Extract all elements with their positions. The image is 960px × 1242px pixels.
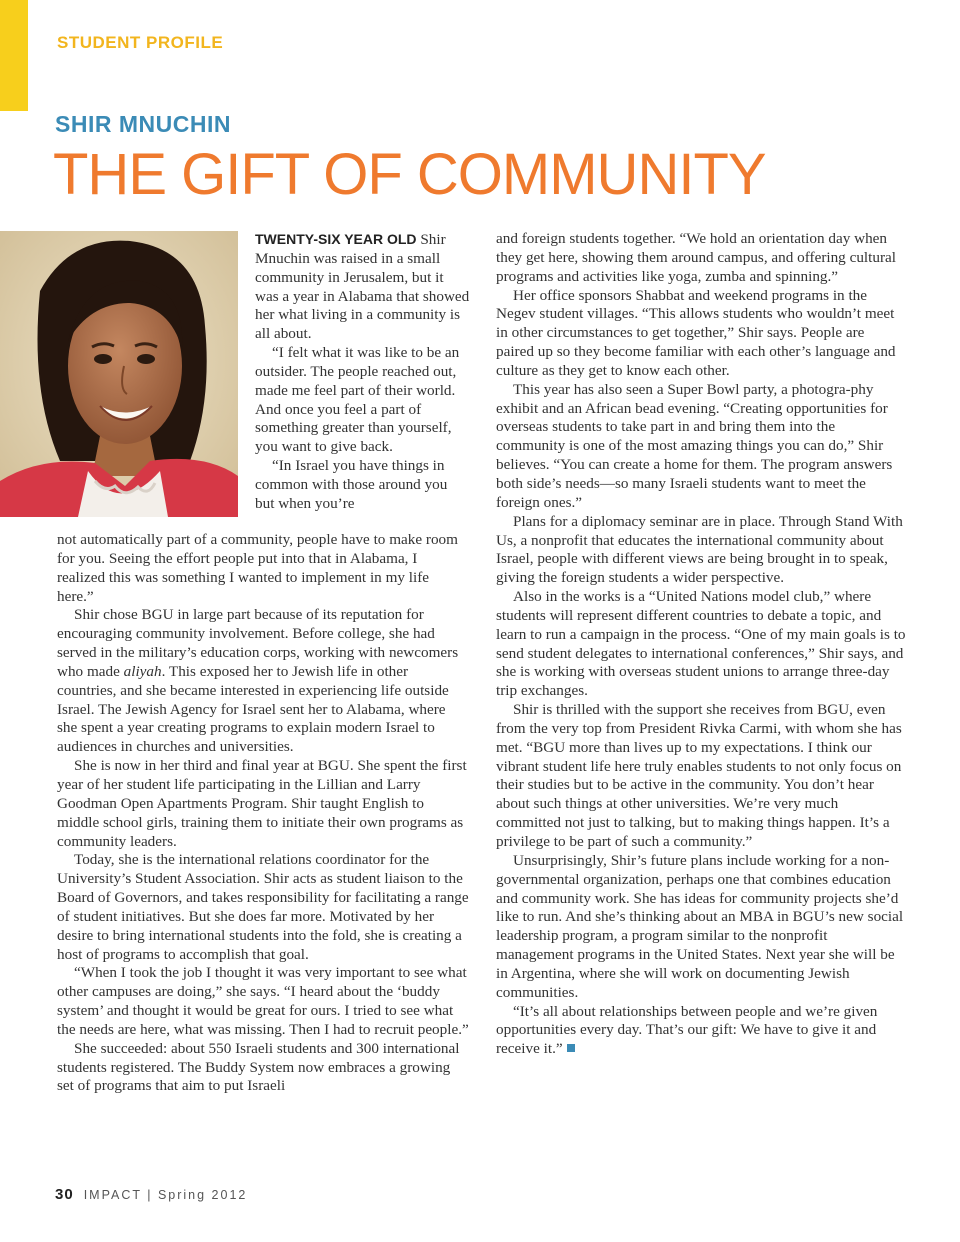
article-intro xyxy=(255,230,470,514)
paragraph: not automatically part of a community, people have to make room for you. Seeing the effort people put into that in Alabama, I realized this was something I wanted to implement in my life here.” xyxy=(57,531,458,605)
lead-in: TWENTY-SIX YEAR OLD xyxy=(255,231,417,247)
end-mark-icon xyxy=(567,1044,575,1052)
publication-info: IMPACT | Spring 2012 xyxy=(83,1188,248,1202)
paragraph: She is now in her third and final year at BGU. She spent the first year of her student life participating in the Lillian and Larry Goodman Open Apartments Program. Shir taught English to middle school girls, training them to initiate their own programs as community leaders. xyxy=(57,757,467,850)
article-right-column xyxy=(496,230,906,1059)
paragraph: and foreign students together. “We hold an orientation day when they get here, showing them around campus, and offering cultural programs and activities like yoga, zumba and spinning.” xyxy=(496,230,896,285)
page-number: 30 xyxy=(55,1186,74,1203)
paragraph: This year has also seen a Super Bowl party, a photogra-phy exhibit and an African bead evening. “Creating opportunities for overseas students to take part in and bring them into the community is one of the most amazing things you can do,” Shir believes. “You can create a home for them. The program answers both side’s needs—so many Israeli students want to meet the foreign ones.” xyxy=(496,380,893,511)
paragraph: “When I took the job I thought it was very important to see what other campuses are doing,” she says. “I heard about the ‘buddy system’ and thought it would be great for ours. I tried to see what the needs are here, what was missing. Then I had to recruit people.” xyxy=(57,964,469,1038)
portrait-photo xyxy=(0,231,238,517)
paragraph: Shir chose BGU in large part because of its reputation for encouraging community involvement. Before college, she had served in the military’s education corps, working with newcomers who made aliyah. This exposed her to Jewish life in other countries, and she became interested in experiencing life outside Israel. The Jewish Agency for Israel sent her to Alabama, where she spent a year creating programs to explain modern Israel to audiences in churches and universities. xyxy=(57,606,459,756)
intro-text: Shir Mnuchin was raised in a small community in Jerusalem, but it was a year in Alabama that showed her what living in a community is all about. xyxy=(255,231,470,343)
quote-paragraph-start: “In Israel you have things in common with those around you but when you’re xyxy=(255,457,448,512)
section-label: STUDENT PROFILE xyxy=(57,33,224,52)
italic-term: aliyah xyxy=(123,662,162,680)
headline: THE GIFT OF COMMUNITY xyxy=(53,142,766,207)
paragraph: Shir is thrilled with the support she receives from BGU, even from the very top from President Rivka Carmi, with whom she has met. “BGU more than lives up to my expectations. I think our vibrant student life here truly enables students to not only focus on their studies but to be active in the community. You don’t hear about such things at other universities. We’re very much committed not just to talking, but to making things happen. It’s a privilege to be part of such a community.” xyxy=(496,701,902,850)
subject-name: SHIR MNUCHIN xyxy=(55,111,231,137)
page-footer xyxy=(55,1186,247,1203)
paragraph: “It’s all about relationships between people and we’re given opportunities every day. That’s our gift: We have to give it and receive it.” xyxy=(496,1002,878,1058)
paragraph: Her office sponsors Shabbat and weekend programs in the Negev student villages. “This allows students who wouldn’t meet in other circumstances to get together,” Shir says. People are paired up so they become familiar with each other’s language and culture as they get to know each other. xyxy=(496,286,896,379)
quote-paragraph: “I felt what it was like to be an outsider. The people reached out, made me feel part of their world. And once you feel a part of something greater than yourself, you want to give back. xyxy=(255,344,460,456)
paragraph: Also in the works is a “United Nations model club,” where students will represent different countries to debate a topic, and learn to run a campaign in the process. “One of my main goals is to send student delegates to international conferences,” Shir says, and she is working with overseas student unions to arrange three-day trip exchanges. xyxy=(496,588,906,700)
paragraph: Unsurprisingly, Shir’s future plans include working for a non-governmental organization, perhaps one that combines education and community work. She has ideas for community projects she’d like to run. And she’s thinking about an MBA in BGU’s new social leadership program, a program similar to the nonprofit management programs in the United States. Next year she will be in Argentina, where she will work on documenting Jewish communities. xyxy=(496,851,904,1001)
paragraph: She succeeded: about 550 Israeli students and 300 international students registered. The Buddy System now embraces a growing set of programs that aim to put Israeli xyxy=(57,1039,460,1095)
paragraph: Today, she is the international relations coordinator for the University’s Student Association. Shir acts as student liaison to the Board of Governors, and takes responsibility for facilitating a range of student initiatives. But she does far more. Motivated by her desire to bring international students into the fold, she is creating a host of programs to accomplish that goal. xyxy=(57,851,469,963)
article-left-column xyxy=(57,531,469,1096)
accent-bar xyxy=(0,0,28,111)
paragraph: Plans for a diplomacy seminar are in place. Through Stand With Us, a nonprofit that educates the international community about Israel, people with different views are being brought in to speak, giving the foreign students a wider perspective. xyxy=(496,512,903,587)
intro-paragraph xyxy=(255,230,470,344)
